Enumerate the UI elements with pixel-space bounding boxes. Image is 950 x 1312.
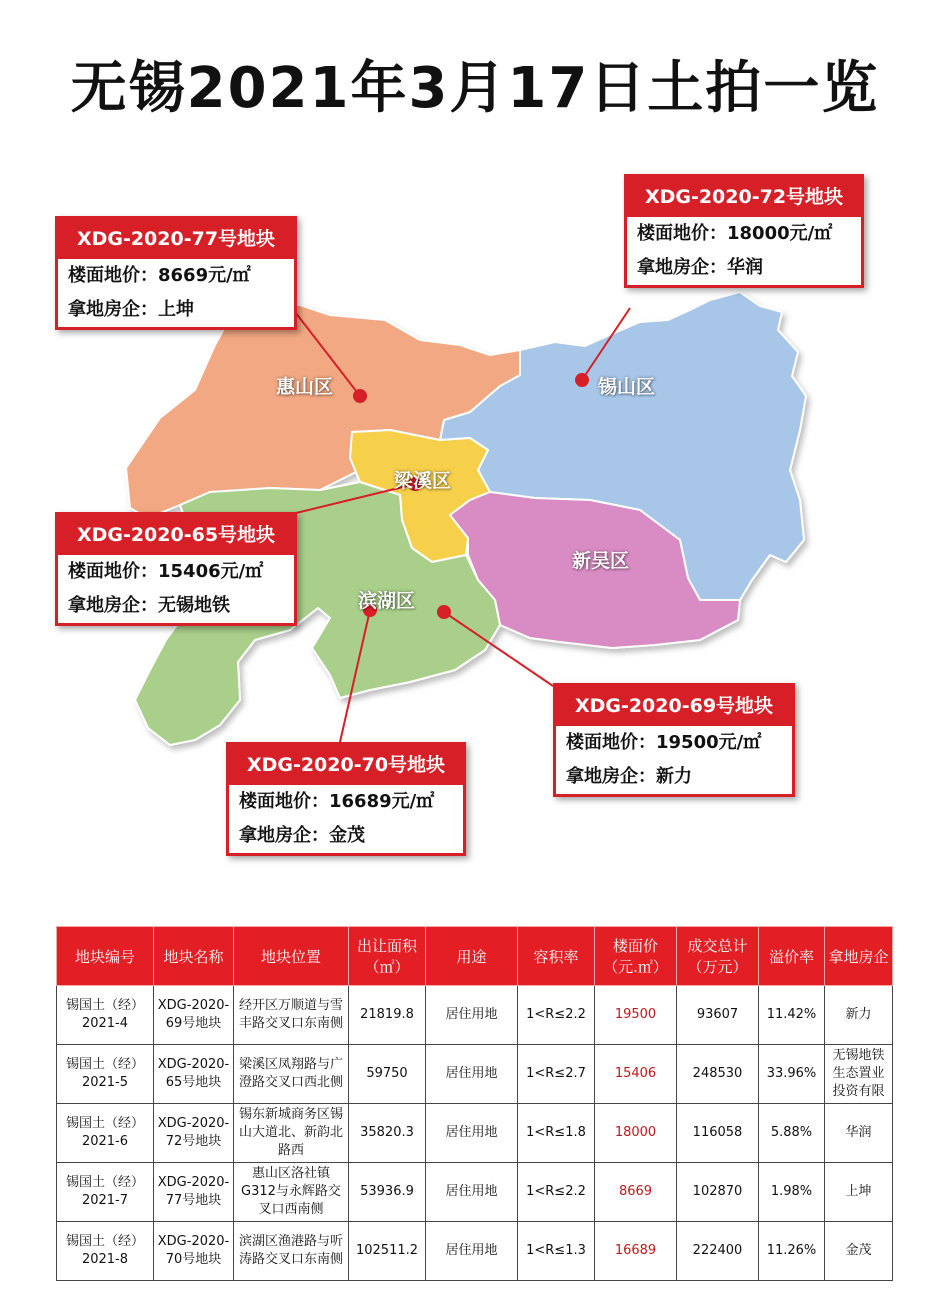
table-row — [57, 1222, 893, 1281]
district-label-binhu: 滨湖区 — [358, 590, 416, 612]
cell-plot-code: 锡国土（经）2021-4 — [57, 986, 154, 1045]
callout-72 — [624, 174, 864, 288]
cell-developer: 无锡地铁生态置业投资有限 — [825, 1045, 893, 1104]
callout-77 — [55, 216, 297, 330]
cell-usage: 居住用地 — [426, 1045, 518, 1104]
table-row — [57, 986, 893, 1045]
cell-developer: 上坤 — [825, 1163, 893, 1222]
cell-total: 102870 — [677, 1163, 759, 1222]
cell-total: 222400 — [677, 1222, 759, 1281]
cell-total: 248530 — [677, 1045, 759, 1104]
cell-far: 1<R≤2.2 — [518, 1163, 595, 1222]
cell-area: 21819.8 — [349, 986, 426, 1045]
callout-price: 楼面地价：8669元/㎡ — [68, 265, 251, 286]
cell-floor-price: 8669 — [595, 1163, 677, 1222]
cell-location: 惠山区洛社镇G312与永辉路交叉口西南侧 — [234, 1163, 349, 1222]
district-label-liangxi: 梁溪区 — [394, 470, 452, 492]
callout-price: 楼面地价：19500元/㎡ — [566, 732, 762, 753]
cell-total: 116058 — [677, 1104, 759, 1163]
callout-title: XDG-2020-77号地块 — [58, 219, 294, 259]
district-label-huishan: 惠山区 — [276, 376, 334, 398]
table-row — [57, 1163, 893, 1222]
cell-floor-price: 16689 — [595, 1222, 677, 1281]
cell-usage: 居住用地 — [426, 1104, 518, 1163]
plot-marker-72[interactable] — [575, 373, 589, 387]
cell-plot-name: XDG-2020-72号地块 — [154, 1104, 234, 1163]
callout-developer: 拿地房企：金茂 — [239, 825, 365, 846]
callout-developer: 拿地房企：上坤 — [68, 299, 194, 320]
cell-location: 经开区万顺道与雪丰路交叉口东南侧 — [234, 986, 349, 1045]
cell-floor-price: 18000 — [595, 1104, 677, 1163]
cell-usage: 居住用地 — [426, 1163, 518, 1222]
header-location: 地块位置 — [234, 927, 349, 986]
callout-developer: 拿地房企：华润 — [637, 257, 763, 278]
callout-title: XDG-2020-72号地块 — [627, 177, 861, 217]
plot-marker-77[interactable] — [353, 389, 367, 403]
header-plot-code: 地块编号 — [57, 927, 154, 986]
cell-location: 滨湖区渔港路与听涛路交叉口东南侧 — [234, 1222, 349, 1281]
cell-plot-name: XDG-2020-77号地块 — [154, 1163, 234, 1222]
cell-plot-code: 锡国土（经）2021-6 — [57, 1104, 154, 1163]
header-developer: 拿地房企 — [825, 927, 893, 986]
cell-area: 59750 — [349, 1045, 426, 1104]
cell-developer: 新力 — [825, 986, 893, 1045]
cell-floor-price: 15406 — [595, 1045, 677, 1104]
cell-premium: 11.26% — [759, 1222, 825, 1281]
cell-premium: 33.96% — [759, 1045, 825, 1104]
cell-location: 锡东新城商务区锡山大道北、新韵北路西 — [234, 1104, 349, 1163]
callout-65 — [55, 512, 297, 626]
header-premium: 溢价率 — [759, 927, 825, 986]
cell-usage: 居住用地 — [426, 1222, 518, 1281]
table-row — [57, 1104, 893, 1163]
callout-70 — [226, 742, 466, 856]
cell-plot-code: 锡国土（经）2021-7 — [57, 1163, 154, 1222]
header-total: 成交总计（万元） — [677, 927, 759, 986]
cell-developer: 华润 — [825, 1104, 893, 1163]
cell-area: 102511.2 — [349, 1222, 426, 1281]
page-title: 无锡2021年3月17日土拍一览 — [70, 56, 880, 121]
callout-title: XDG-2020-69号地块 — [556, 686, 792, 726]
cell-area: 53936.9 — [349, 1163, 426, 1222]
cell-area: 35820.3 — [349, 1104, 426, 1163]
cell-premium: 1.98% — [759, 1163, 825, 1222]
cell-far: 1<R≤1.3 — [518, 1222, 595, 1281]
cell-plot-name: XDG-2020-69号地块 — [154, 986, 234, 1045]
land-auction-table — [56, 926, 893, 1281]
cell-developer: 金茂 — [825, 1222, 893, 1281]
table-header-row — [57, 927, 893, 986]
cell-far: 1<R≤2.7 — [518, 1045, 595, 1104]
district-label-xishan: 锡山区 — [598, 376, 656, 398]
cell-plot-name: XDG-2020-65号地块 — [154, 1045, 234, 1104]
plot-marker-69[interactable] — [437, 605, 451, 619]
cell-location: 梁溪区凤翔路与广澄路交叉口西北侧 — [234, 1045, 349, 1104]
district-label-xinwu: 新吴区 — [572, 550, 630, 572]
callout-price: 楼面地价：16689元/㎡ — [239, 791, 435, 812]
cell-plot-code: 锡国土（经）2021-5 — [57, 1045, 154, 1104]
cell-far: 1<R≤2.2 — [518, 986, 595, 1045]
header-plot-name: 地块名称 — [154, 927, 234, 986]
cell-premium: 5.88% — [759, 1104, 825, 1163]
callout-title: XDG-2020-70号地块 — [229, 745, 463, 785]
callout-developer: 拿地房企：新力 — [566, 766, 692, 787]
cell-far: 1<R≤1.8 — [518, 1104, 595, 1163]
cell-usage: 居住用地 — [426, 986, 518, 1045]
callout-69 — [553, 683, 795, 797]
header-usage: 用途 — [426, 927, 518, 986]
header-far: 容积率 — [518, 927, 595, 986]
cell-plot-code: 锡国土（经）2021-8 — [57, 1222, 154, 1281]
callout-price: 楼面地价：15406元/㎡ — [68, 561, 264, 582]
cell-floor-price: 19500 — [595, 986, 677, 1045]
table-row — [57, 1045, 893, 1104]
header-floor-price: 楼面价（元.㎡） — [595, 927, 677, 986]
cell-premium: 11.42% — [759, 986, 825, 1045]
cell-total: 93607 — [677, 986, 759, 1045]
callout-developer: 拿地房企：无锡地铁 — [68, 595, 230, 616]
cell-plot-name: XDG-2020-70号地块 — [154, 1222, 234, 1281]
header-area: 出让面积（㎡） — [349, 927, 426, 986]
callout-title: XDG-2020-65号地块 — [58, 515, 294, 555]
callout-price: 楼面地价：18000元/㎡ — [637, 223, 833, 244]
